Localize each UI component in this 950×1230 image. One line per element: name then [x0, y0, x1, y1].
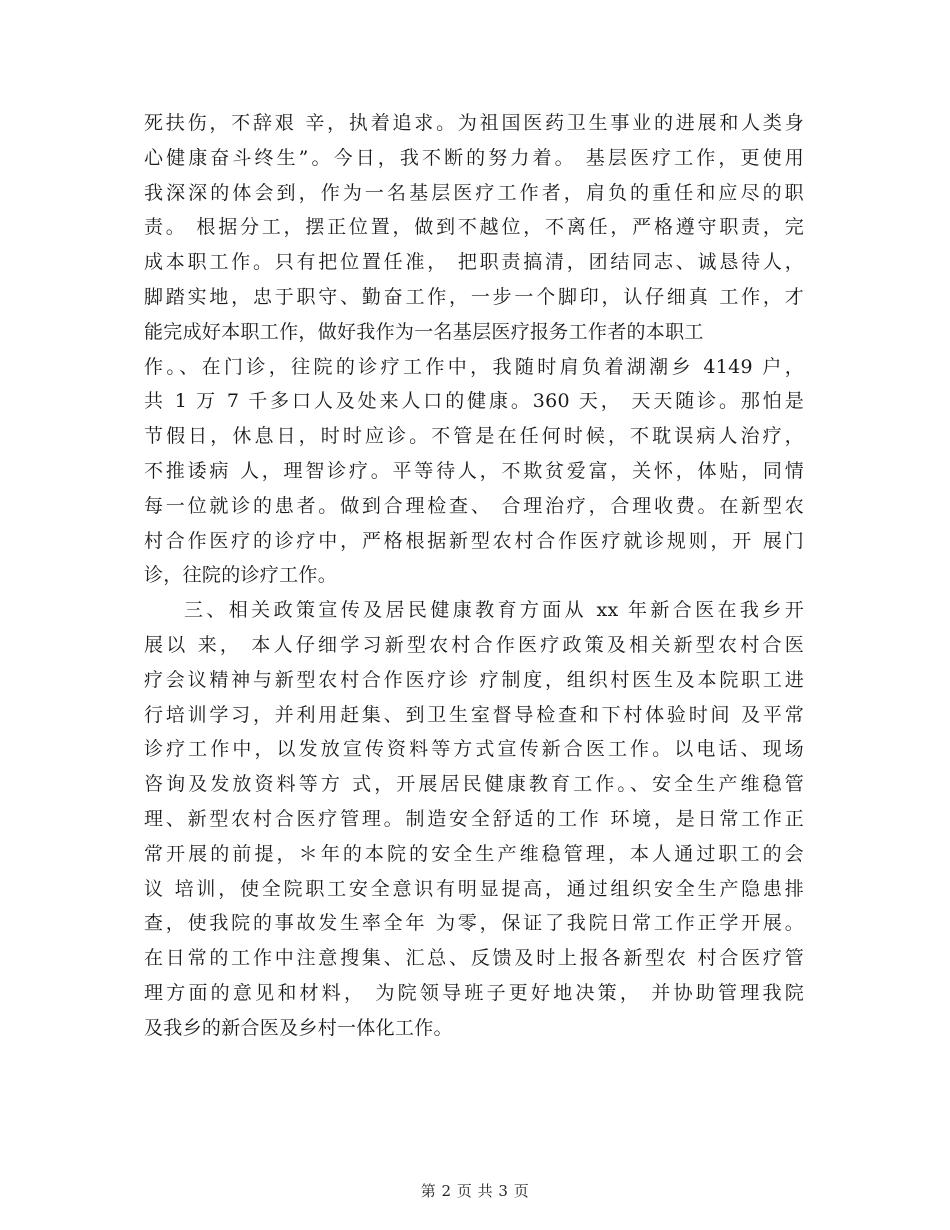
text-line: 三、相关政策宣传及居民健康教育方面从 xx 年新合医在我乡开 — [184, 599, 804, 622]
text-line: 常开展的前提，＊年的本院的安全生产维稳管理，本人通过职工的会 — [144, 842, 804, 865]
text-line: 行培训学习，并利用赶集、到卫生室督导检查和下村体验时间 及平常 — [144, 703, 804, 726]
text-line: 议 培训，使全院职工安全意识有明显提高，通过组织安全生产隐患排 — [144, 877, 804, 900]
text-line: 咨询及发放资料等方 式，开展居民健康教育工作。、安全生产维稳管 — [144, 773, 804, 796]
text-line: 不推诿病 人，理智诊疗。平等待人，不欺贫爱富，关怀，体贴，同情 — [144, 459, 804, 482]
text-line: 疗会议精神与新型农村合作医疗诊 疗制度，组织村医生及本院职工进 — [144, 668, 804, 691]
paragraph-2 — [144, 593, 804, 1045]
text-line: 我深深的体会到，作为一名基层医疗工作者，肩负的重任和应尽的职 — [144, 181, 804, 204]
text-line: 及我乡的新合医及乡村一体化工作。 — [144, 1016, 453, 1039]
text-line: 责。 根据分工，摆正位置，做到不越位，不离任，严格遵守职责，完 — [144, 216, 804, 239]
text-line: 脚踏实地，忠于职守、勤奋工作，一步一个脚印，认仔细真 工作，才 — [144, 285, 804, 308]
text-line: 村合作医疗的诊疗中，严格根据新型农村合作医疗就诊规则，开 展门 — [144, 529, 804, 552]
document-body — [144, 106, 804, 1046]
text-line: 理、新型农村合医疗管理。制造安全舒适的工作 环境，是日常工作正 — [144, 807, 804, 830]
text-line: 死扶伤，不辞艰 辛，执着追求。为祖国医药卫生事业的进展和人类身 — [144, 112, 804, 134]
text-line: 展以 来， 本人仔细学习新型农村合作医疗政策及相关新型农村合医 — [144, 633, 804, 656]
text-line: 在日常的工作中注意搜集、汇总、反馈及时上报各新型农 村合医疗管 — [144, 947, 804, 970]
page-number-footer: 第 2 页 共 3 页 — [420, 1182, 530, 1200]
text-line: 节假日，休息日，时时应诊。不管是在任何时候，不耽误病人治疗， — [144, 425, 804, 448]
text-line: 查，使我院的事故发生率全年 为零，保证了我院日常工作正学开展。 — [144, 912, 804, 935]
text-line: 每一位就诊的患者。做到合理检查、 合理治疗，合理收费。在新型农 — [144, 494, 804, 517]
text-line: 能完成好本职工作，做好我作为一名基层医疗报务工作者的本职工 — [144, 320, 704, 343]
text-line: 理方面的意见和材料， 为院领导班子更好地决策， 并协助管理我院 — [144, 981, 804, 1004]
text-line: 心健康奋斗终生”。今日，我不断的努力着。 基层医疗工作，更使用 — [144, 146, 804, 169]
text-line: 诊，往院的诊疗工作。 — [144, 564, 338, 587]
text-line: 诊疗工作中，以发放宣传资料等方式宣传新合医工作。以电话、现场 — [144, 738, 804, 761]
text-line: 共 1 万 7 千多口人及处来人口的健康。360 天， 天天随诊。那怕是 — [144, 390, 804, 413]
text-line: 作。、在门诊，往院的诊疗工作中，我随时肩负着湖潮乡 4149 户， — [144, 355, 804, 378]
paragraph-1 — [144, 106, 804, 593]
text-line: 成本职工作。只有把位置任准， 把职责搞清，团结同志、诚恳待人， — [144, 251, 804, 274]
